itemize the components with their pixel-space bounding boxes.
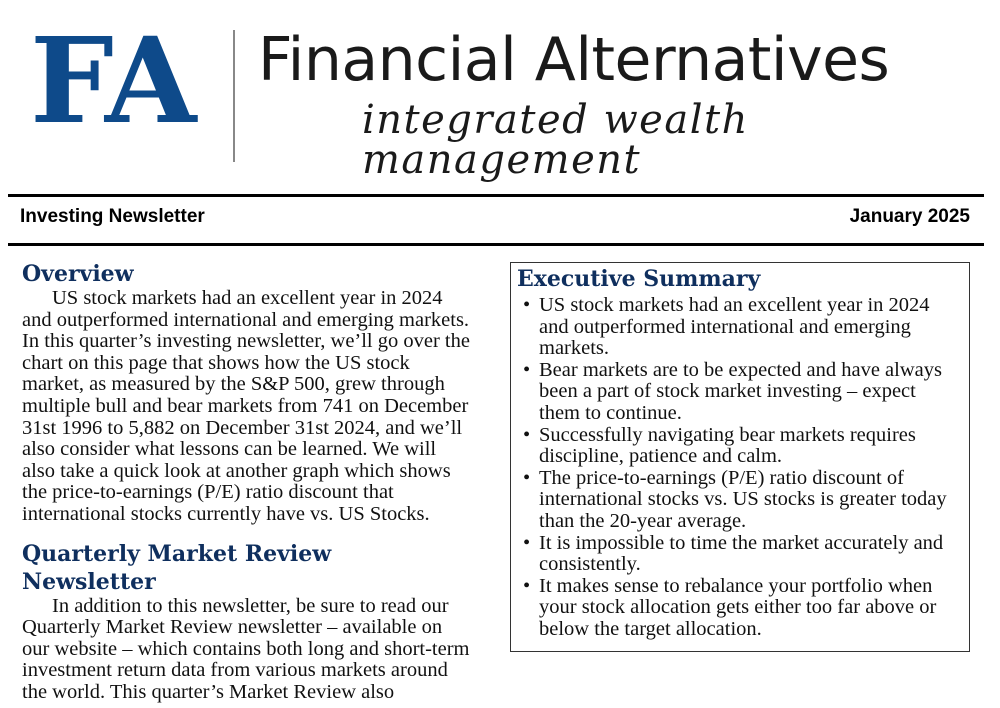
bullet-icon: •: [523, 294, 531, 316]
list-item: [517, 425, 959, 468]
overview-title: Overview: [22, 261, 134, 287]
brand-name: Financial Alternatives: [258, 25, 890, 95]
brand-tagline: integrated wealth management: [362, 97, 749, 183]
list-item: [517, 360, 959, 425]
bullet-icon: •: [523, 423, 531, 446]
list-item: [517, 533, 959, 576]
list-item: [517, 468, 959, 533]
executive-summary-title: Executive Summary: [517, 266, 761, 292]
qmr-body: In addition to this newsletter, be sure to read our Quarterly Market Review newsletter – available on our website – which contains both long and short-term investment return data from various markets around the world. This quarter’s Market Review also: [22, 594, 470, 703]
qmr-title: Quarterly Market Review Newsletter: [22, 540, 332, 595]
bullet-icon: •: [523, 574, 531, 597]
logo-divider: [233, 30, 235, 162]
header-rule-top: [8, 194, 984, 197]
list-item-text: The price-to-earnings (P/E) ratio discount of international stocks vs. US stocks is greater today than the 20-year average.: [539, 466, 947, 532]
overview-body: US stock markets had an excellent year in 2024 and outperformed international and emerging markets. In this quarter’s investing newsletter, we’ll go over the chart on this page that shows how the US stock market, as measured by the S&P 500, grew through multiple bull and bear markets from 741 on December 31st 1996 to 5,882 on December 31st 2024, and we’ll also consider what lessons can be learned. We will also take a quick look at another graph which shows the price-to-earnings (P/E) ratio discount that international stocks currently have vs. US Stocks.: [22, 287, 470, 525]
newsletter-date: January 2025: [849, 206, 970, 227]
newsletter-type: Investing Newsletter: [20, 206, 205, 227]
list-item: [517, 295, 959, 360]
list-item-text: US stock markets had an excellent year in 2024 and outperformed international and emerging markets.: [539, 294, 930, 360]
logo: FA: [30, 11, 195, 150]
list-item-text: Bear markets are to be expected and have always been a part of stock market investing – expect them to continue.: [539, 358, 942, 424]
executive-summary-box: [510, 262, 970, 652]
bullet-icon: •: [523, 358, 531, 381]
executive-summary-list: [517, 295, 959, 641]
bullet-icon: •: [523, 466, 531, 489]
list-item: [517, 576, 959, 641]
header-rule-bottom: [8, 243, 984, 246]
list-item-text: Successfully navigating bear markets requires discipline, patience and calm.: [539, 423, 916, 468]
bullet-icon: •: [523, 531, 531, 554]
list-item-text: It is impossible to time the market accurately and consistently.: [539, 531, 944, 576]
left-column: [22, 260, 470, 704]
list-item-text: It makes sense to rebalance your portfolio when your stock allocation gets either too far above or below the target allocation.: [539, 574, 937, 640]
